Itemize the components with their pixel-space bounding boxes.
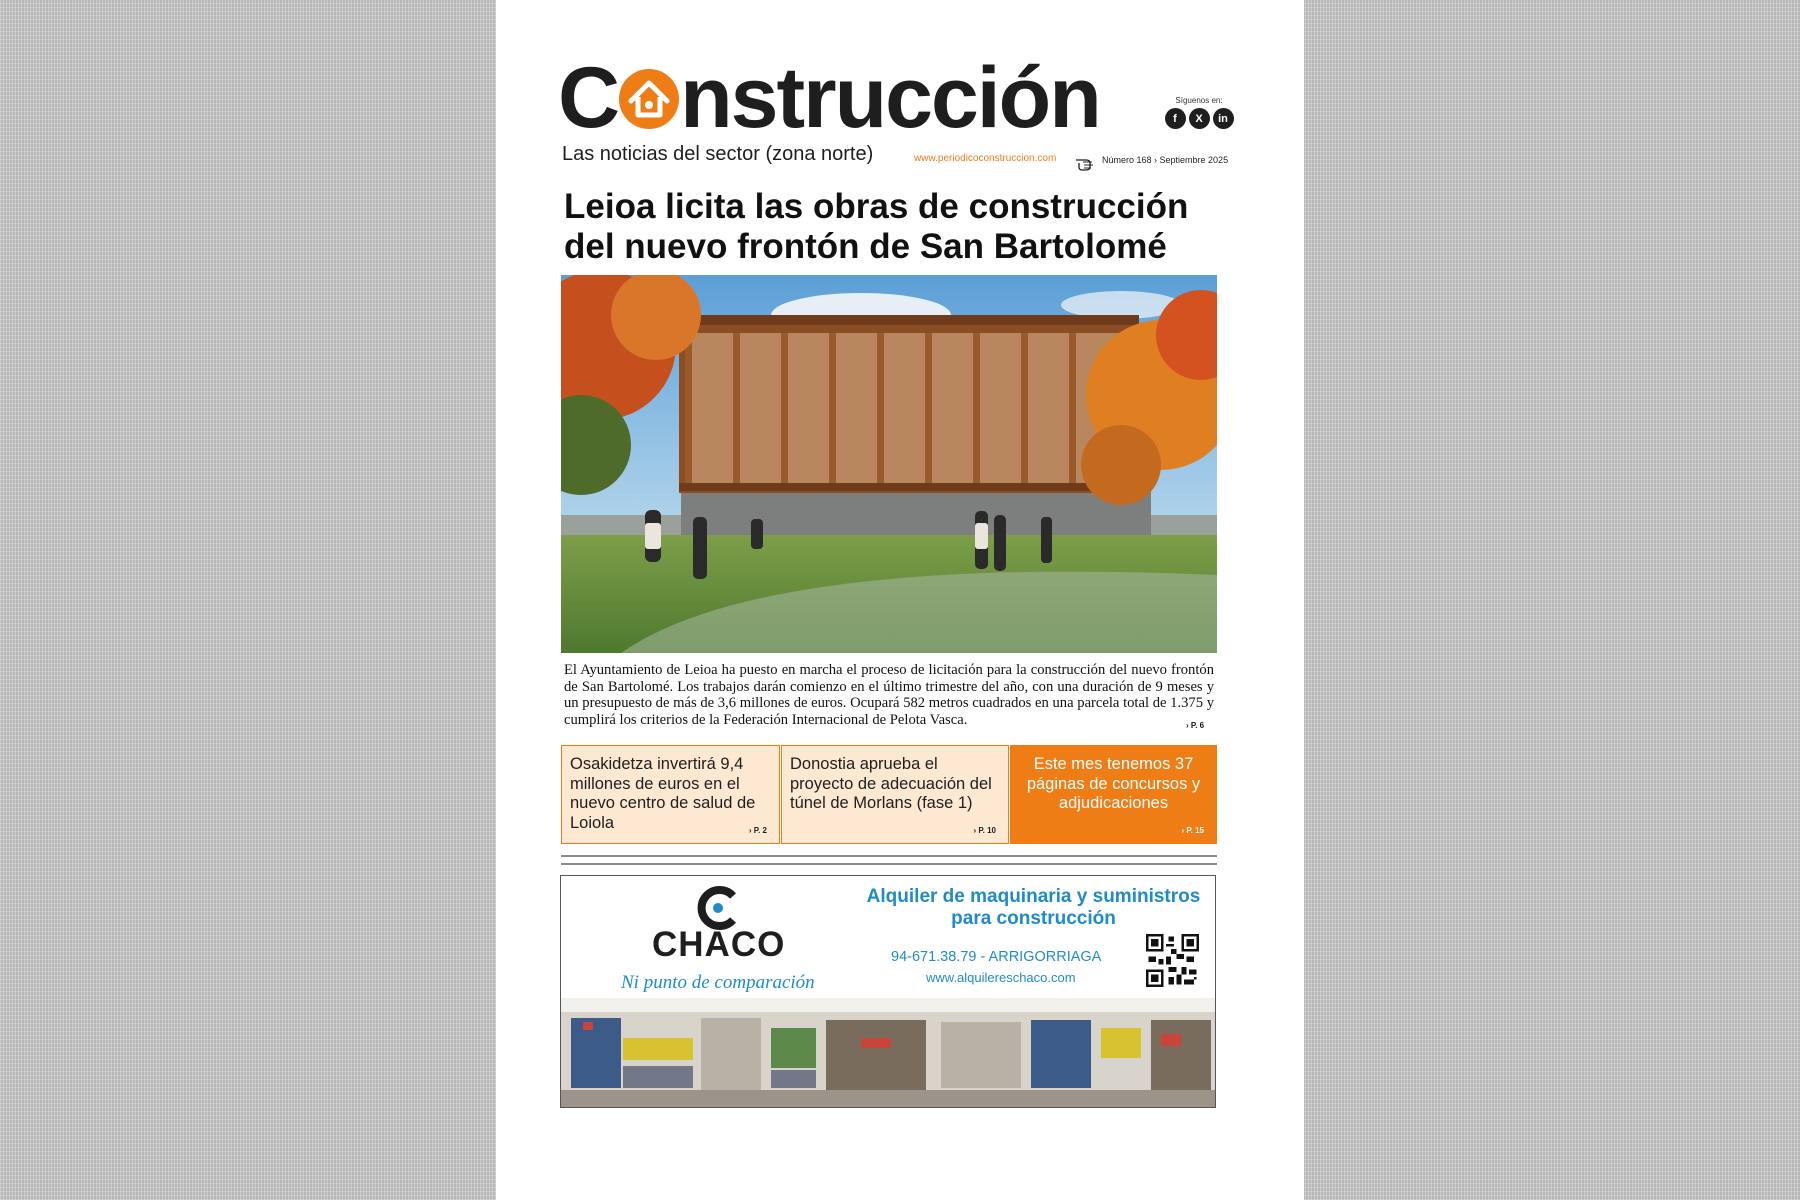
site-url-link[interactable]: www.periodicoconstruccion.com (914, 153, 1057, 164)
issue-number: Número 168 › Septiembre 2025 (1102, 155, 1229, 165)
masthead-title-c: C (558, 50, 619, 146)
masthead-tagline: Las noticias del sector (zona norte) (562, 143, 874, 165)
masthead-title-rest: nstrucción (680, 50, 1100, 146)
linkedin-icon[interactable]: in (1213, 108, 1234, 129)
store-interior-photo (561, 998, 1216, 1108)
ad-heading: Alquiler de maquinaria y suministros para construcción (866, 886, 1201, 929)
x-icon[interactable]: X (1189, 108, 1210, 129)
follow-label: Síguenos en: (1175, 96, 1223, 105)
newspaper-page (496, 0, 1304, 1200)
main-headline: Leioa licita las obras de construcción del nuevo frontón de San Bartolomé (564, 187, 1189, 266)
teaser-page-ref: › P. 10 (973, 826, 996, 835)
teaser-box[interactable] (561, 745, 780, 844)
social-icons (1164, 108, 1234, 129)
social-follow (1164, 96, 1234, 129)
ad-phone: 94-671.38.79 - ARRIGORRIAGA (891, 949, 1102, 965)
teaser-text: Donostia aprueba el proyecto de adecuación del túnel de Morlans (fase 1) (790, 755, 992, 812)
divider-rule (561, 863, 1217, 865)
chaco-slogan: Ni punto de comparación (621, 972, 815, 993)
teaser-text: Este mes tenemos 37 páginas de concursos y adjudicaciones (1026, 755, 1201, 812)
main-story-page-ref: › P. 6 (1186, 721, 1205, 730)
teaser-text: Osakidetza invertirá 9,4 millones de euros en el nuevo centro de salud de Loiola (570, 755, 756, 832)
chaco-logo-icon (696, 886, 740, 930)
teaser-box[interactable] (781, 745, 1009, 844)
main-story-body: El Ayuntamiento de Leioa ha puesto en marcha el proceso de licitación para la construcción del nuevo frontón de San Bartolomé. Los trabajos darán comienzo en el último trimestre del año, con una duración de 9 meses y un presupuesto de más de 3,6 millones de euros. Ocupará 582 metros cuadrados en una parcela total de 1.375 y cumplirá los criterios de la Federación Internacional de Pelota Vasca. (564, 662, 1214, 728)
divider-rule (561, 855, 1217, 857)
masthead-title (558, 50, 1100, 146)
pointing-hand-icon (1074, 152, 1098, 172)
fronton-rendering-photo (561, 275, 1217, 653)
chaco-brand-name: CHACO (652, 925, 786, 964)
facebook-icon[interactable]: f (1165, 108, 1186, 129)
ad-website-link[interactable]: www.alquilereschaco.com (926, 970, 1076, 985)
chaco-advertisement[interactable] (560, 875, 1216, 1108)
teaser-box-highlight[interactable] (1010, 745, 1217, 844)
teaser-page-ref: › P. 2 (748, 826, 767, 835)
house-o-logo-icon (617, 67, 681, 131)
teaser-page-ref: › P. 15 (1181, 826, 1204, 835)
qr-code-icon[interactable] (1146, 934, 1199, 987)
